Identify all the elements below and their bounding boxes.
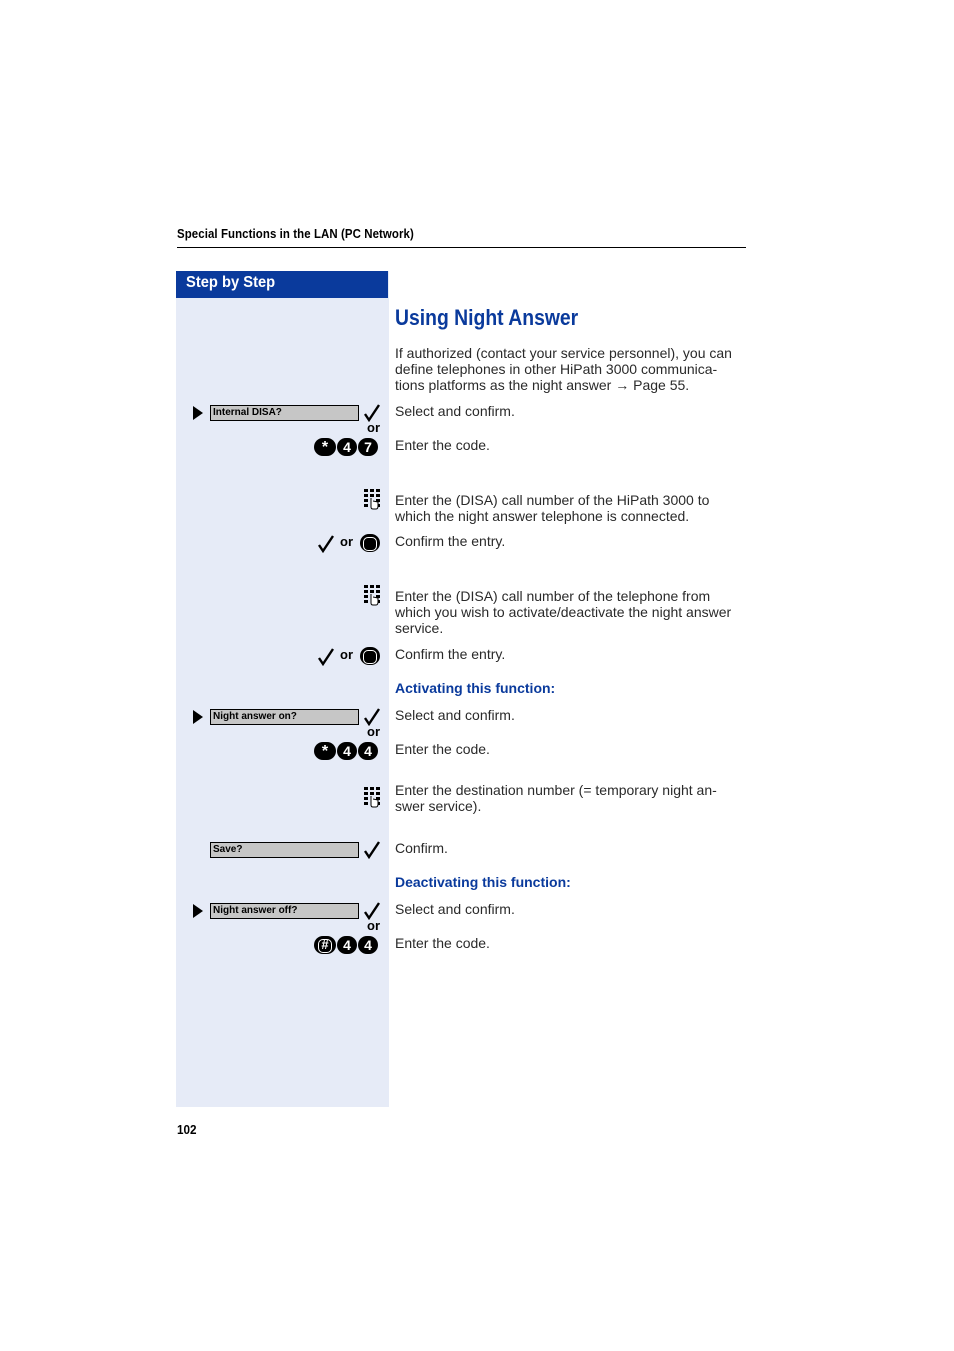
step-disa-number-1: Enter the (DISA) call number of the HiPath 3000 to (395, 492, 710, 508)
confirm-check-icon[interactable] (318, 535, 334, 553)
step-confirm-2: Confirm the entry. (395, 646, 506, 662)
or-label: or (367, 420, 380, 435)
digit-key-icon: 7 (358, 438, 378, 456)
or-label: or (367, 724, 380, 739)
deactivating-heading: Deactivating this function: (395, 874, 571, 890)
running-header: Special Functions in the LAN (PC Network) (177, 226, 414, 241)
step-confirm-1: Confirm the entry. (395, 533, 506, 549)
step-disa-select: Select and confirm. (395, 403, 515, 419)
or-label: or (367, 918, 380, 933)
step-deact-code: Enter the code. (395, 935, 490, 951)
digit-key-icon: 4 (337, 742, 357, 760)
confirm-check-icon[interactable] (364, 841, 380, 859)
intro-line-1: If authorized (contact your service personnel), you can (395, 345, 732, 361)
display-internal-disa[interactable]: Internal DISA? (210, 405, 359, 421)
step-act-select: Select and confirm. (395, 707, 515, 723)
digit-key-icon: 4 (358, 936, 378, 954)
step-tel-number-2: which you wish to activate/deactivate the night answer (395, 604, 732, 620)
digit-key-icon: 4 (337, 438, 357, 456)
hash-key-icon: # (314, 936, 336, 954)
keypad-icon (363, 786, 381, 808)
step-act-save: Confirm. (395, 840, 448, 856)
intro-line-2: define telephones in other HiPath 3000 communica- (395, 361, 718, 377)
star-key-icon: * (314, 742, 336, 760)
header-divider (177, 247, 746, 248)
keypad-icon (363, 584, 381, 606)
scroll-arrow-icon[interactable] (193, 710, 203, 724)
step-disa-code: Enter the code. (395, 437, 490, 453)
step-deact-select: Select and confirm. (395, 901, 515, 917)
sidebar-heading: Step by Step (186, 274, 276, 291)
page-title: Using Night Answer (395, 305, 579, 330)
page-number: 102 (177, 1122, 197, 1137)
star-key-icon: * (314, 438, 336, 456)
step-act-dest-2: swer service). (395, 798, 482, 814)
display-night-answer-off[interactable]: Night answer off? (210, 903, 359, 919)
step-sidebar (176, 271, 389, 1107)
scroll-arrow-icon[interactable] (193, 904, 203, 918)
hash-key-icon[interactable] (360, 534, 380, 552)
digit-key-icon: 4 (337, 936, 357, 954)
digit-key-icon: 4 (358, 742, 378, 760)
or-label: or (340, 647, 353, 662)
step-tel-number-3: service. (395, 620, 444, 636)
intro-line-3: tions platforms as the night answer → Page 55. (395, 377, 690, 393)
code-keys-disa (314, 438, 378, 456)
keypad-icon (363, 488, 381, 510)
or-label: or (340, 534, 353, 549)
scroll-arrow-icon[interactable] (193, 406, 203, 420)
step-act-code: Enter the code. (395, 741, 490, 757)
code-keys-off (314, 936, 378, 954)
display-night-answer-on[interactable]: Night answer on? (210, 709, 359, 725)
hash-key-icon[interactable] (360, 647, 380, 665)
step-disa-number-2: which the night answer telephone is connected. (395, 508, 690, 524)
code-keys-on (314, 742, 378, 760)
sidebar-heading-bar (176, 271, 388, 298)
activating-heading: Activating this function: (395, 680, 556, 696)
step-tel-number-1: Enter the (DISA) call number of the telephone from (395, 588, 711, 604)
display-save[interactable]: Save? (210, 842, 359, 858)
confirm-check-icon[interactable] (318, 648, 334, 666)
step-act-dest-1: Enter the destination number (= temporary night an- (395, 782, 717, 798)
